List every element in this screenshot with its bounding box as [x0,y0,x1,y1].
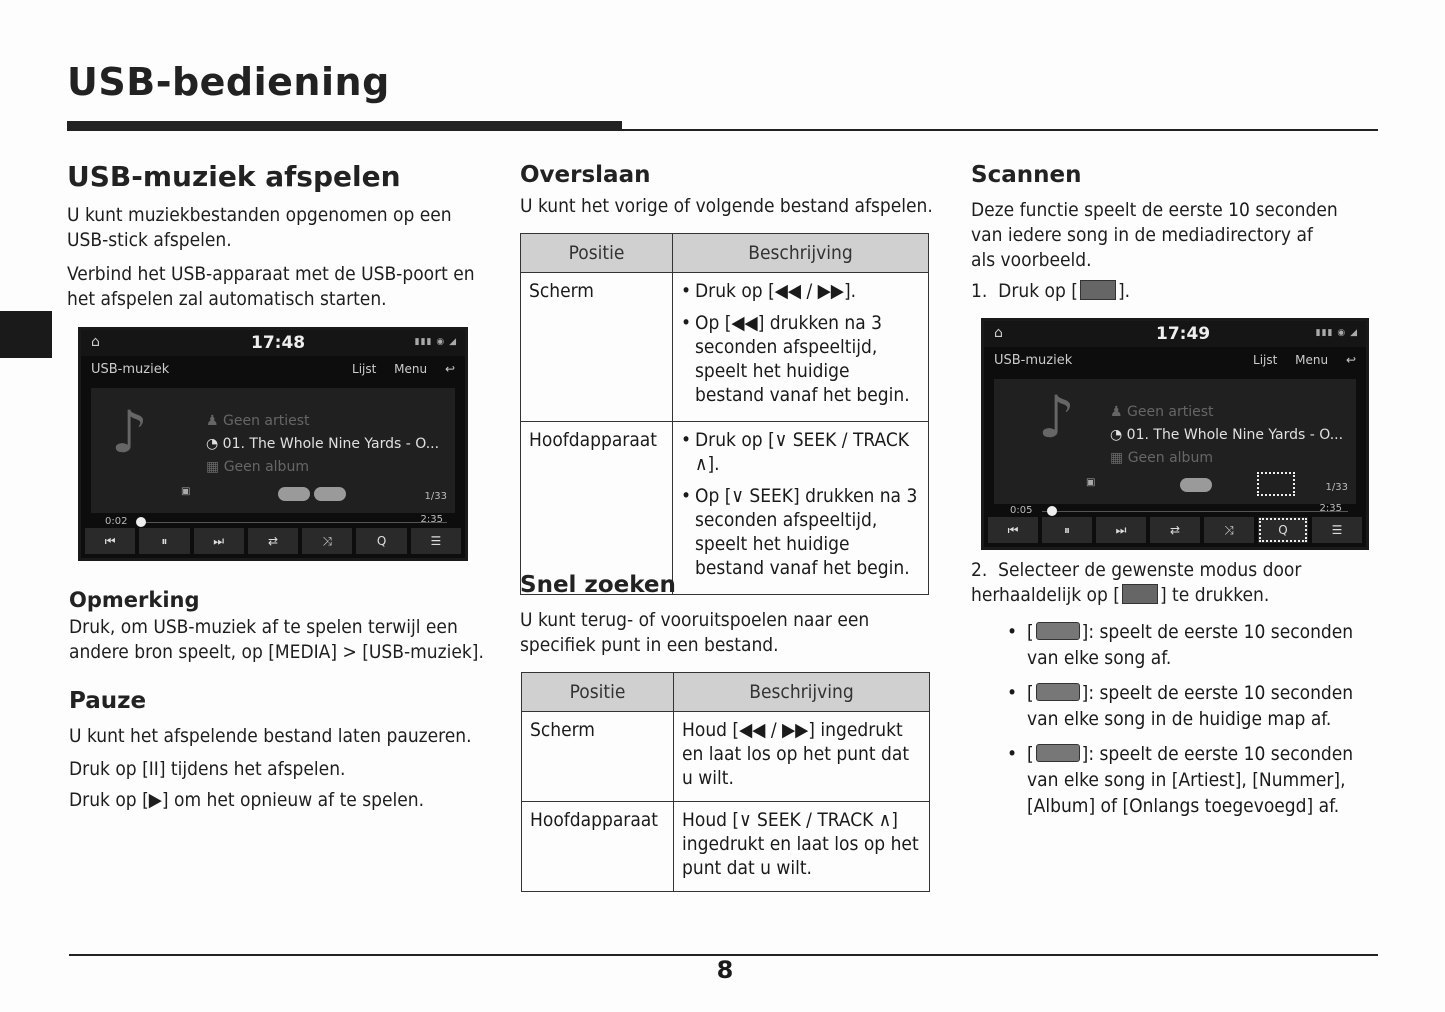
artist-icon: ♟ [206,413,224,429]
list-button[interactable]: Lijst [1253,353,1278,367]
previous-button[interactable]: ⏮ [988,517,1038,543]
scan-mode-folder-text: ]: speelt de eerste 10 seconden van elke song in de huidige map af. [1027,682,1354,730]
album-icon: ▦ [1110,450,1128,466]
screen-menu-buttons [1239,353,1356,367]
skip-table [520,233,929,595]
track-name: 01. The Whole Nine Yards - O... [1126,427,1344,443]
chapter-tab-marker [0,311,52,358]
scan-mode-folder [1007,680,1379,732]
screen-clock: 17:49 [1156,324,1211,344]
step-2-close: ] te drukken. [1159,584,1270,606]
track-info [206,410,439,479]
back-icon[interactable]: ↩ [1345,353,1356,367]
track-icon: ◔ [1110,427,1127,443]
scan-button[interactable]: Q [1258,517,1308,543]
scan-category-icon [1036,744,1080,762]
scan-folder-icon [1036,683,1080,701]
search-row-head-unit-desc: Houd [∨ SEEK / TRACK ∧] ingedrukt en laat los op het punt dat u wilt. [674,802,930,892]
scan-mode-category-text: ]: speelt de eerste 10 seconden van elke song in [Artiest], [Nummer], [Album] of [Onlangs toegevoegd] af. [1027,743,1354,817]
page-number: 8 [716,956,734,984]
usb-music-connect: Verbind het USB-apparaat met de USB-poort en het afspelen zal automatisch starten. [67,263,475,310]
home-icon[interactable]: ⌂ [994,325,1003,341]
skip-screen-bullet-2: • Op [◀◀] drukken na 3 seconden afspeeltijd, speelt het huidige bestand vanaf het begin. [681,311,920,407]
step-2-text: Selecteer de gewenste modus door herhaaldelijk op [ [971,559,1302,606]
progress-bar[interactable] [1042,511,1348,512]
scan-icon [1122,584,1158,604]
pause-text-1: U kunt het afspelende bestand laten pauzeren. [69,725,472,747]
usb-source-label: USB-muziek [91,362,170,377]
bracket-open: [ [1027,682,1034,704]
quick-search-text: U kunt terug- of vooruitspoelen naar een specifiek punt in een bestand. [520,609,870,656]
pause-text-2: Druk op [II] tijdens het afspelen. [69,758,346,780]
back-icon[interactable]: ↩ [444,362,455,376]
scan-button[interactable]: Q [356,528,406,554]
title-rule-thick [67,121,622,131]
pause-text-3: Druk op [▶] om het opnieuw af te spelen. [69,789,425,811]
step-1-number: 1. [971,280,988,302]
scan-text: Deze functie speelt de eerste 10 seconden van iedere song in de mediadirectory af als voorbeeld. [971,199,1338,271]
usb-screen-1 [78,327,468,561]
music-note-icon: ♪ [1038,383,1076,451]
track-count: 1/33 [1325,482,1348,493]
scan-step-1 [971,279,1371,304]
pause-button[interactable]: ⏸ [139,528,189,554]
screen-clock: 17:48 [251,333,306,353]
page-title: USB-bediening [67,60,390,104]
search-table-col-position: Positie [522,673,674,712]
usb-music-heading: USB-muziek afspelen [67,160,401,193]
usb-screen-2 [981,318,1369,550]
total-time: 2:35 [1319,503,1342,514]
previous-button[interactable]: ⏮ [85,528,135,554]
skip-head-bullet-2: • Op [∨ SEEK] drukken na 3 seconden afspeeltijd, speelt het huidige bestand vanaf het begin. [681,484,920,580]
folder-icon: ▣ [1086,477,1096,488]
scan-mode-all-text: ]: speelt de eerste 10 seconden van elke song af. [1027,621,1354,669]
pause-button[interactable]: ⏸ [1042,517,1092,543]
shuffle-button[interactable]: ⤨ [1204,517,1254,543]
track-info [1110,401,1343,470]
bracket-open: [ [1027,743,1034,765]
screen-menu-buttons [338,362,455,376]
next-button[interactable]: ⏭ [194,528,244,554]
music-note-icon: ♪ [111,398,149,466]
step-1-text: Druk op [ [998,280,1078,302]
mode-pills [278,487,350,501]
signal-icons: ▮▮▮ ◉ ◢ [414,337,457,347]
playback-controls [988,517,1362,543]
artist-icon: ♟ [1110,404,1128,420]
home-icon[interactable]: ⌂ [91,334,100,350]
menu-button[interactable]: Menu [394,362,428,376]
skip-table-col-description: Beschrijving [673,234,929,273]
search-row-screen-desc: Houd [◀◀ / ▶▶] ingedrukt en laat los op het punt dat u wilt. [674,712,930,802]
scan-mode-highlight [1257,472,1295,496]
now-playing-panel [994,379,1356,504]
repeat-button[interactable]: ⇄ [1150,517,1200,543]
playlist-settings-icon[interactable]: ☰ [411,528,461,554]
scan-all-icon [1036,622,1080,640]
elapsed-time: 0:02 [105,516,128,527]
scan-mode-list [1007,619,1379,828]
note-text: Druk, om USB-muziek af te spelen terwijl een andere bron speelt, op [MEDIA] > [USB-muziek]. [69,616,484,663]
folder-icon: ▣ [181,486,191,497]
skip-head-bullet-1: • Druk op [∨ SEEK / TRACK ∧]. [681,428,920,476]
shuffle-mode-icon [314,487,346,501]
skip-text: U kunt het vorige of volgende bestand afspelen. [520,195,933,217]
skip-row-head-unit-pos: Hoofdapparaat [521,422,673,595]
album-icon: ▦ [206,459,224,475]
playback-controls [85,528,461,554]
track-count: 1/33 [424,491,447,502]
mode-pills [1180,478,1216,492]
step-1-close: ]. [1117,280,1131,302]
title-rule-thin [622,129,1378,131]
quick-search-heading: Snel zoeken [520,572,676,598]
search-table-col-description: Beschrijving [674,673,930,712]
artist-name: Geen artiest [1127,404,1214,420]
note-heading: Opmerking [69,588,200,612]
playlist-settings-icon[interactable]: ☰ [1312,517,1362,543]
scan-icon [1080,280,1116,300]
list-button[interactable]: Lijst [352,362,377,376]
menu-button[interactable]: Menu [1295,353,1329,367]
skip-row-head-unit-desc [673,422,929,595]
progress-knob[interactable] [136,517,146,527]
scan-heading: Scannen [971,162,1082,188]
search-row-screen-pos: Scherm [522,712,674,802]
track-icon: ◔ [206,436,223,452]
scan-step-2 [971,558,1371,608]
artist-name: Geen artiest [223,413,310,429]
repeat-mode-icon [278,487,310,501]
progress-knob[interactable] [1047,506,1057,516]
bracket-open: [ [1027,621,1034,643]
repeat-mode-icon [1180,478,1212,492]
signal-icons: ▮▮▮ ◉ ◢ [1315,328,1358,338]
search-row-head-unit-pos: Hoofdapparaat [522,802,674,892]
album-name: Geen album [1127,450,1213,466]
scan-mode-category [1007,741,1379,819]
quick-search-table [521,672,930,892]
scan-mode-all [1007,619,1379,671]
next-button[interactable]: ⏭ [1096,517,1146,543]
repeat-button[interactable]: ⇄ [248,528,298,554]
skip-heading: Overslaan [520,162,651,188]
skip-row-screen-pos: Scherm [521,273,673,422]
shuffle-button[interactable]: ⤨ [302,528,352,554]
skip-row-screen-desc [673,273,929,422]
total-time: 2:35 [420,514,443,525]
elapsed-time: 0:05 [1010,505,1033,516]
album-name: Geen album [223,459,309,475]
track-name: 01. The Whole Nine Yards - O... [222,436,440,452]
now-playing-panel [91,388,455,513]
skip-screen-bullet-1: • Druk op [◀◀ / ▶▶]. [681,279,920,303]
usb-source-label: USB-muziek [994,353,1073,368]
pause-heading: Pauze [69,688,147,714]
step-2-number: 2. [971,559,988,581]
progress-bar[interactable] [137,522,447,523]
usb-music-intro: U kunt muziekbestanden opgenomen op een USB-stick afspelen. [67,204,452,251]
skip-table-col-position: Positie [521,234,673,273]
